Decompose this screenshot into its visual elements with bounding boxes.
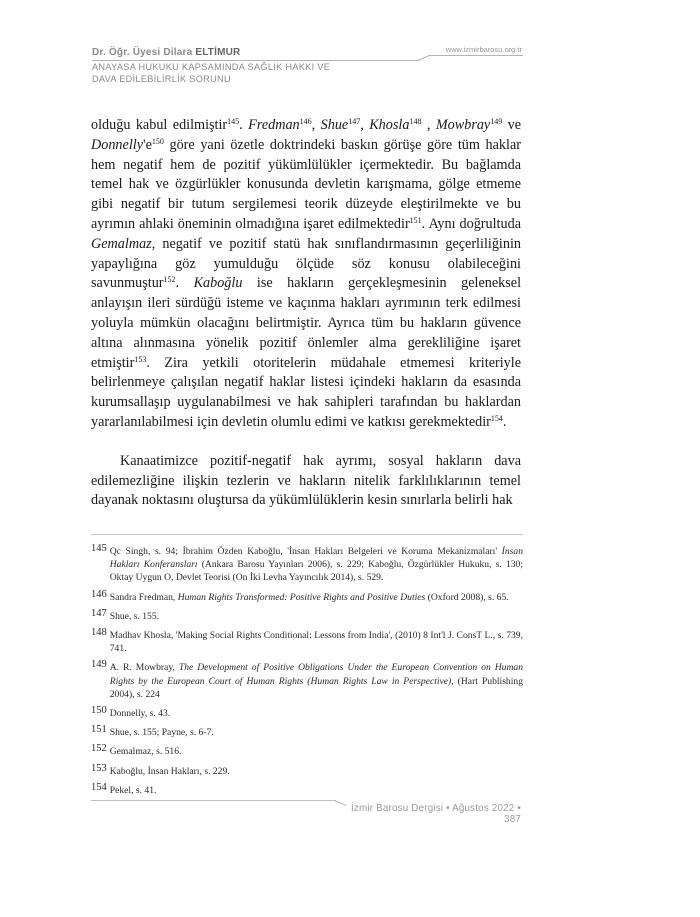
footnote-number: 147 — [91, 607, 107, 619]
footnote-number: 153 — [91, 762, 107, 774]
running-head-title-line2: DAVA EDİLEBİLİRLİK SORUNU — [92, 74, 231, 84]
footnote-149 — [91, 661, 523, 701]
fn-run: Donnelly, s. 43. — [109, 708, 171, 720]
text-run: , — [421, 117, 436, 133]
fn-run: Kaboğlu, İnsan Hakları, s. 229. — [109, 765, 230, 777]
author-name: Dr. Öğr. Üyesi Dilara — [92, 47, 196, 58]
text-run: göre yani özetle doktrindeki baskın görüşe göre tüm haklar hem negatif hem de pozitif yükümlülükler içermektedir. Bu bağlamda temel hak ve özgürlükler konusunda devletin karışmama, gölge etmeme gibi negatif bir tutum sergilemesi teorik düzeyde eleştirilmekte ve bu ayrımın ahlaki öneminin olmadığına işaret edilmektedir — [91, 136, 521, 232]
footnote-151 — [91, 726, 523, 739]
fn-run: A. R. Mowbray, — [109, 662, 179, 674]
author-ref-mowbray: Mowbray — [435, 117, 491, 133]
fn-run: (Oxford 2008), s. 65. — [425, 591, 509, 603]
text-run: ise hakların gerçekleşmesinin geleneksel anlayışın ileri sürdüğü isteme ve kaçınma hakları ayrımının terk edilmesi yoluyla mümkün olacağını belirtmiştir. Ayrıca tüm bu hakların güvence altına alınmasına yönelik pozitif önlemler alma gerekliliğine işaret etmiştir — [91, 275, 522, 371]
fn-run: Qc Singh, s. 94; İbrahim Özden Kaboğlu, 'İnsan Hakları Belgeleri ve Koruma Mekanizmaları' — [109, 546, 502, 557]
footer-rule — [91, 800, 336, 801]
footnote-152 — [91, 745, 523, 758]
footnote-145 — [91, 545, 523, 585]
footnote-text — [110, 545, 523, 585]
fn-run: Sandra Fredman, — [109, 591, 178, 603]
running-head-title — [92, 61, 330, 85]
footnote-number: 145 — [91, 543, 107, 554]
footnote-text — [110, 726, 523, 739]
footnote-154 — [91, 781, 523, 797]
footnote-number: 148 — [91, 627, 107, 639]
running-head-author — [92, 47, 240, 58]
header-rule-right — [428, 55, 523, 56]
footnote-150 — [91, 707, 523, 720]
footnote-ref-154: 154 — [490, 413, 503, 423]
footnote-number: 146 — [91, 588, 107, 600]
author-ref-donnelly: Donnelly — [91, 136, 144, 153]
footnote-number: 151 — [91, 724, 107, 736]
text-run: olduğu kabul edilmiştir — [91, 117, 228, 133]
text-run: , — [360, 117, 370, 133]
fn-italic: İnsan Hakları Konferansları — [109, 546, 523, 571]
footnote-text — [110, 707, 523, 720]
text-run: . — [239, 117, 249, 133]
text-run: . — [502, 413, 507, 430]
footnote-text — [110, 629, 523, 655]
footnote-text — [110, 661, 523, 701]
footnote-147 — [91, 607, 523, 623]
text-run: . Zira yetkili otoritelerin müdahale etmemesi kriteriyle belirlenmeye çalışılan negatif haklar listesi içindeki hakların da esasında kurumsallaşıp uygulanabilmesi ve hak sahipleri tarafından bu haklardan yararlanılabilmesi için devletin olumlu edimi ve katkısı gerekmektedir — [91, 354, 521, 430]
footnote-text — [110, 745, 523, 758]
fn-run: , (Hart Publishing 2004), s. 224 — [109, 675, 523, 700]
running-head-title-line1: ANAYASA HUKUKU KAPSAMINDA SAĞLIK HAKKI VE — [92, 62, 331, 72]
paragraph-2: Kanaatimizce pozitif-negatif hak ayrımı, sosyal hakların dava edilemezliğine ilişkin tezlerin ve hakların nitelik farklılıklarının temel dayanak noktasını oluştursa da yükümlülüklerin kesin sınırlarla belirli hak — [91, 452, 521, 509]
footnote-ref-147: 147 — [348, 117, 361, 126]
text-run: , — [311, 117, 321, 133]
text-run: 'e — [143, 136, 152, 153]
body-text — [91, 116, 521, 511]
footnote-number: 149 — [91, 659, 107, 671]
footnote-ref-145: 145 — [227, 117, 240, 126]
text-run: . Aynı doğrultuda — [421, 215, 521, 232]
footnote-text — [110, 591, 523, 604]
footnotes — [91, 545, 523, 803]
footnote-ref-153: 153 — [134, 354, 147, 364]
footnote-text — [110, 784, 523, 797]
fn-italic: The Development of Positive Obligations Under the European Convention on Human Rights by the European Court of Human Rights (Human Rights Law in Perspective) — [109, 662, 523, 687]
fn-run: Shue, s. 155. — [109, 610, 160, 622]
footnote-text — [110, 765, 523, 778]
author-ref-kaboglu: Kaboğlu — [193, 275, 243, 292]
header-rule-diagonal — [418, 55, 429, 61]
footnote-ref-148: 148 — [409, 117, 422, 126]
fn-run: Madhav Khosla, 'Making Social Rights Conditional: Lessons from India', (2010) 8 Int'l J. ConsT L., s. 739, 741. — [109, 630, 523, 655]
paragraph-1 — [91, 116, 521, 433]
footnote-number: 154 — [91, 781, 107, 793]
footnote-text — [110, 610, 523, 623]
footnote-146 — [91, 588, 523, 604]
fn-italic: Human Rights Transformed: Positive Rights and Positive Duties — [177, 591, 426, 603]
footnote-ref-151: 151 — [409, 215, 422, 225]
fn-run: Pekel, s. 41. — [109, 784, 157, 796]
footnote-ref-146: 146 — [299, 117, 312, 126]
page-footer: İzmir Barosu Dergisi • Ağustos 2022 • 387 — [351, 803, 521, 825]
author-ref-fredman: Fredman — [248, 117, 300, 133]
fn-run: Gemalmaz, s. 516. — [109, 746, 182, 758]
header-url: www.izmirbarosu.org.tr — [445, 45, 522, 54]
author-ref-gemalmaz: Gemalmaz — [91, 235, 152, 252]
author-ref-khosla: Khosla — [369, 117, 410, 133]
footnote-148 — [91, 629, 523, 655]
text-run: ve — [502, 117, 522, 133]
footnote-ref-150: 150 — [151, 136, 164, 146]
author-surname: ELTİMUR — [195, 47, 241, 58]
text-run: . — [175, 275, 194, 292]
text-run: , negatif ve pozitif statü hak sınıflandırmasının geçerliliğinin yapaylığına göz yumulduğu ölçüde söz konusu olabileceğini savunmuştur — [91, 235, 521, 292]
footnote-number: 150 — [91, 705, 107, 717]
author-ref-shue: Shue — [320, 117, 349, 133]
footnote-ref-152: 152 — [163, 275, 176, 285]
footnote-separator — [91, 534, 523, 535]
footnote-153 — [91, 762, 523, 778]
footnote-ref-149: 149 — [490, 117, 503, 126]
fn-run: Shue, s. 155; Payne, s. 6-7. — [109, 727, 214, 739]
footnote-number: 152 — [91, 743, 107, 755]
fn-run: (Ankara Barosu Yayınları 2006), s. 229; Kaboğlu, Özgürlükler Hukuku, s. 130; Oktay Uygun O, Devlet Teorisi (On İki Levha Yayıncılık 2014), s. 529. — [109, 559, 523, 584]
